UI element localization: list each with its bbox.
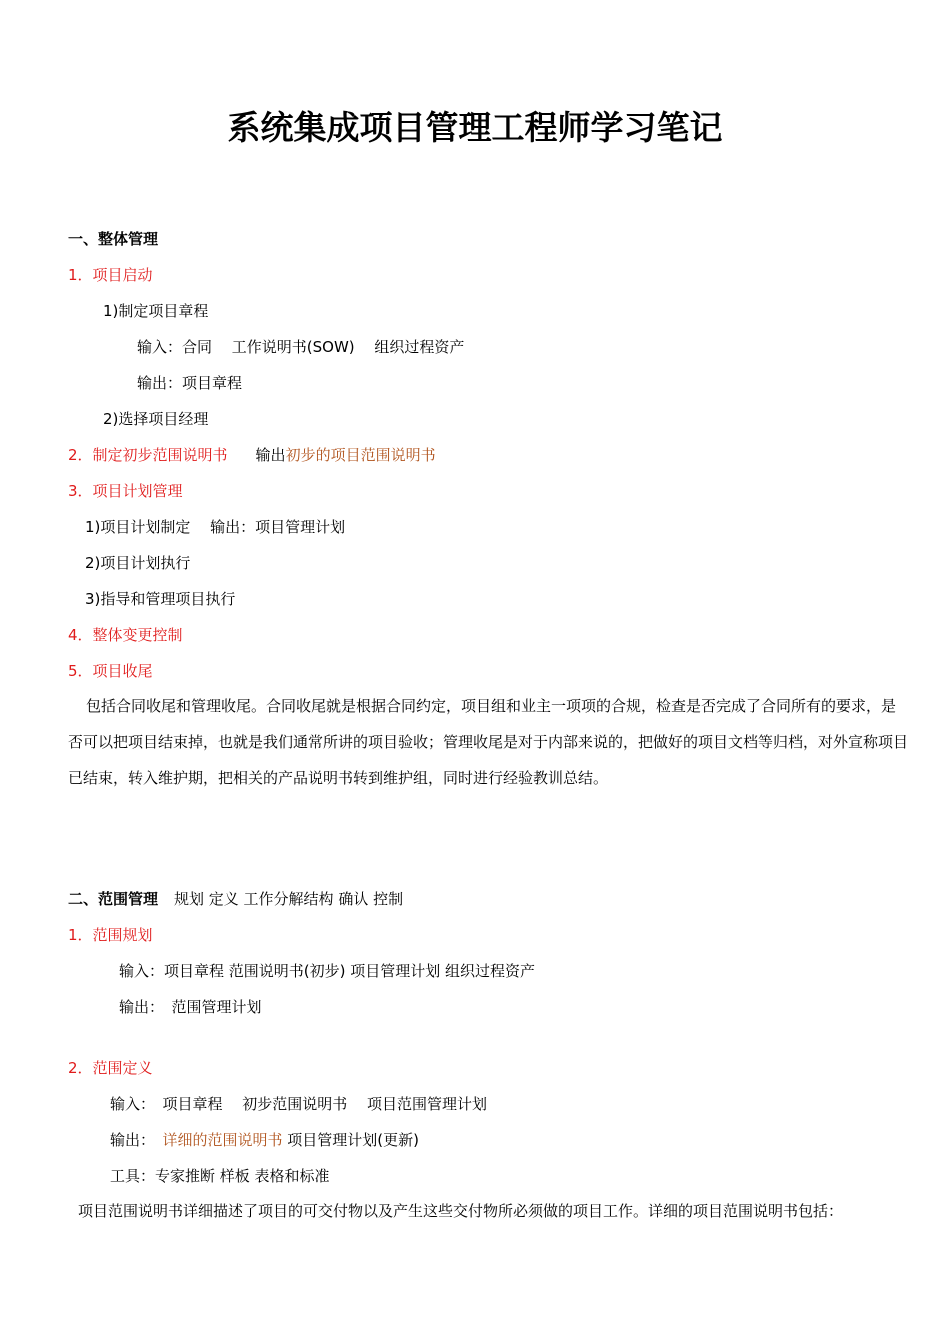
scope-paragraph: 项目范围说明书详细描述了项目的可交付物以及产生这些交付物所必须做的项目工作。详细的项目范围说明书包括： bbox=[78, 1202, 844, 1220]
scope-definition-inputs: 输入： 项目章程 初步范围说明书 项目范围管理计划 bbox=[110, 1095, 488, 1113]
item-scope-planning: 1．范围规划 bbox=[68, 926, 153, 944]
item-project-closure: 5．项目收尾 bbox=[68, 662, 153, 680]
subitem-plan-develop: 1)项目计划制定 输出：项目管理计划 bbox=[85, 518, 346, 536]
page-title: 系统集成项目管理工程师学习笔记 bbox=[227, 108, 723, 147]
subitem-direct-manage: 3)指导和管理项目执行 bbox=[85, 590, 236, 608]
charter-inputs: 输入：合同 工作说明书(SOW) 组织过程资产 bbox=[137, 338, 465, 356]
subitem-select-pm: 2)选择项目经理 bbox=[103, 410, 209, 428]
scope-output-label: 输出： bbox=[110, 1131, 163, 1149]
section-heading-scope: 二、范围管理 bbox=[68, 890, 159, 908]
item-plan-management: 3．项目计划管理 bbox=[68, 482, 183, 500]
item-scope-definition: 2．范围定义 bbox=[68, 1059, 153, 1077]
scope-output-tail: 项目管理计划(更新) bbox=[282, 1131, 420, 1149]
scope-processes: 规划 定义 工作分解结构 确认 控制 bbox=[174, 890, 404, 908]
section-heading-scope-row bbox=[68, 889, 403, 909]
output-value: 初步的项目范围说明书 bbox=[285, 446, 436, 464]
item-preliminary-scope-label: 2．制定初步范围说明书 bbox=[68, 446, 228, 464]
scope-planning-outputs: 输出： 范围管理计划 bbox=[119, 998, 262, 1016]
item-project-initiation: 1．项目启动 bbox=[68, 266, 153, 284]
item-change-control: 4．整体变更控制 bbox=[68, 626, 183, 644]
closure-paragraph: 包括合同收尾和管理收尾。合同收尾就是根据合同约定，项目组和业主一项项的合规，检查是否完成了合同所有的要求，是否可以把项目结束掉，也就是我们通常所讲的项目验收；管理收尾是对于内部来说的，把做好的项目文档等归档，对外宣称项目已结束，转入维护期，把相关的产品说明书转到维护组，同时进行经验教训总结。 bbox=[68, 697, 909, 787]
scope-definition-outputs bbox=[110, 1130, 419, 1150]
subitem-plan-execute: 2)项目计划执行 bbox=[85, 554, 191, 572]
output-label: 输出 bbox=[255, 446, 286, 464]
section-heading-integration: 一、整体管理 bbox=[68, 230, 159, 248]
scope-definition-tools: 工具：专家推断 样板 表格和标准 bbox=[110, 1167, 330, 1185]
item-preliminary-scope bbox=[68, 445, 436, 465]
subitem-project-charter: 1)制定项目章程 bbox=[103, 302, 209, 320]
scope-output-value: 详细的范围说明书 bbox=[162, 1131, 283, 1149]
charter-outputs: 输出：项目章程 bbox=[137, 374, 243, 392]
scope-planning-inputs: 输入：项目章程 范围说明书(初步) 项目管理计划 组织过程资产 bbox=[119, 962, 536, 980]
